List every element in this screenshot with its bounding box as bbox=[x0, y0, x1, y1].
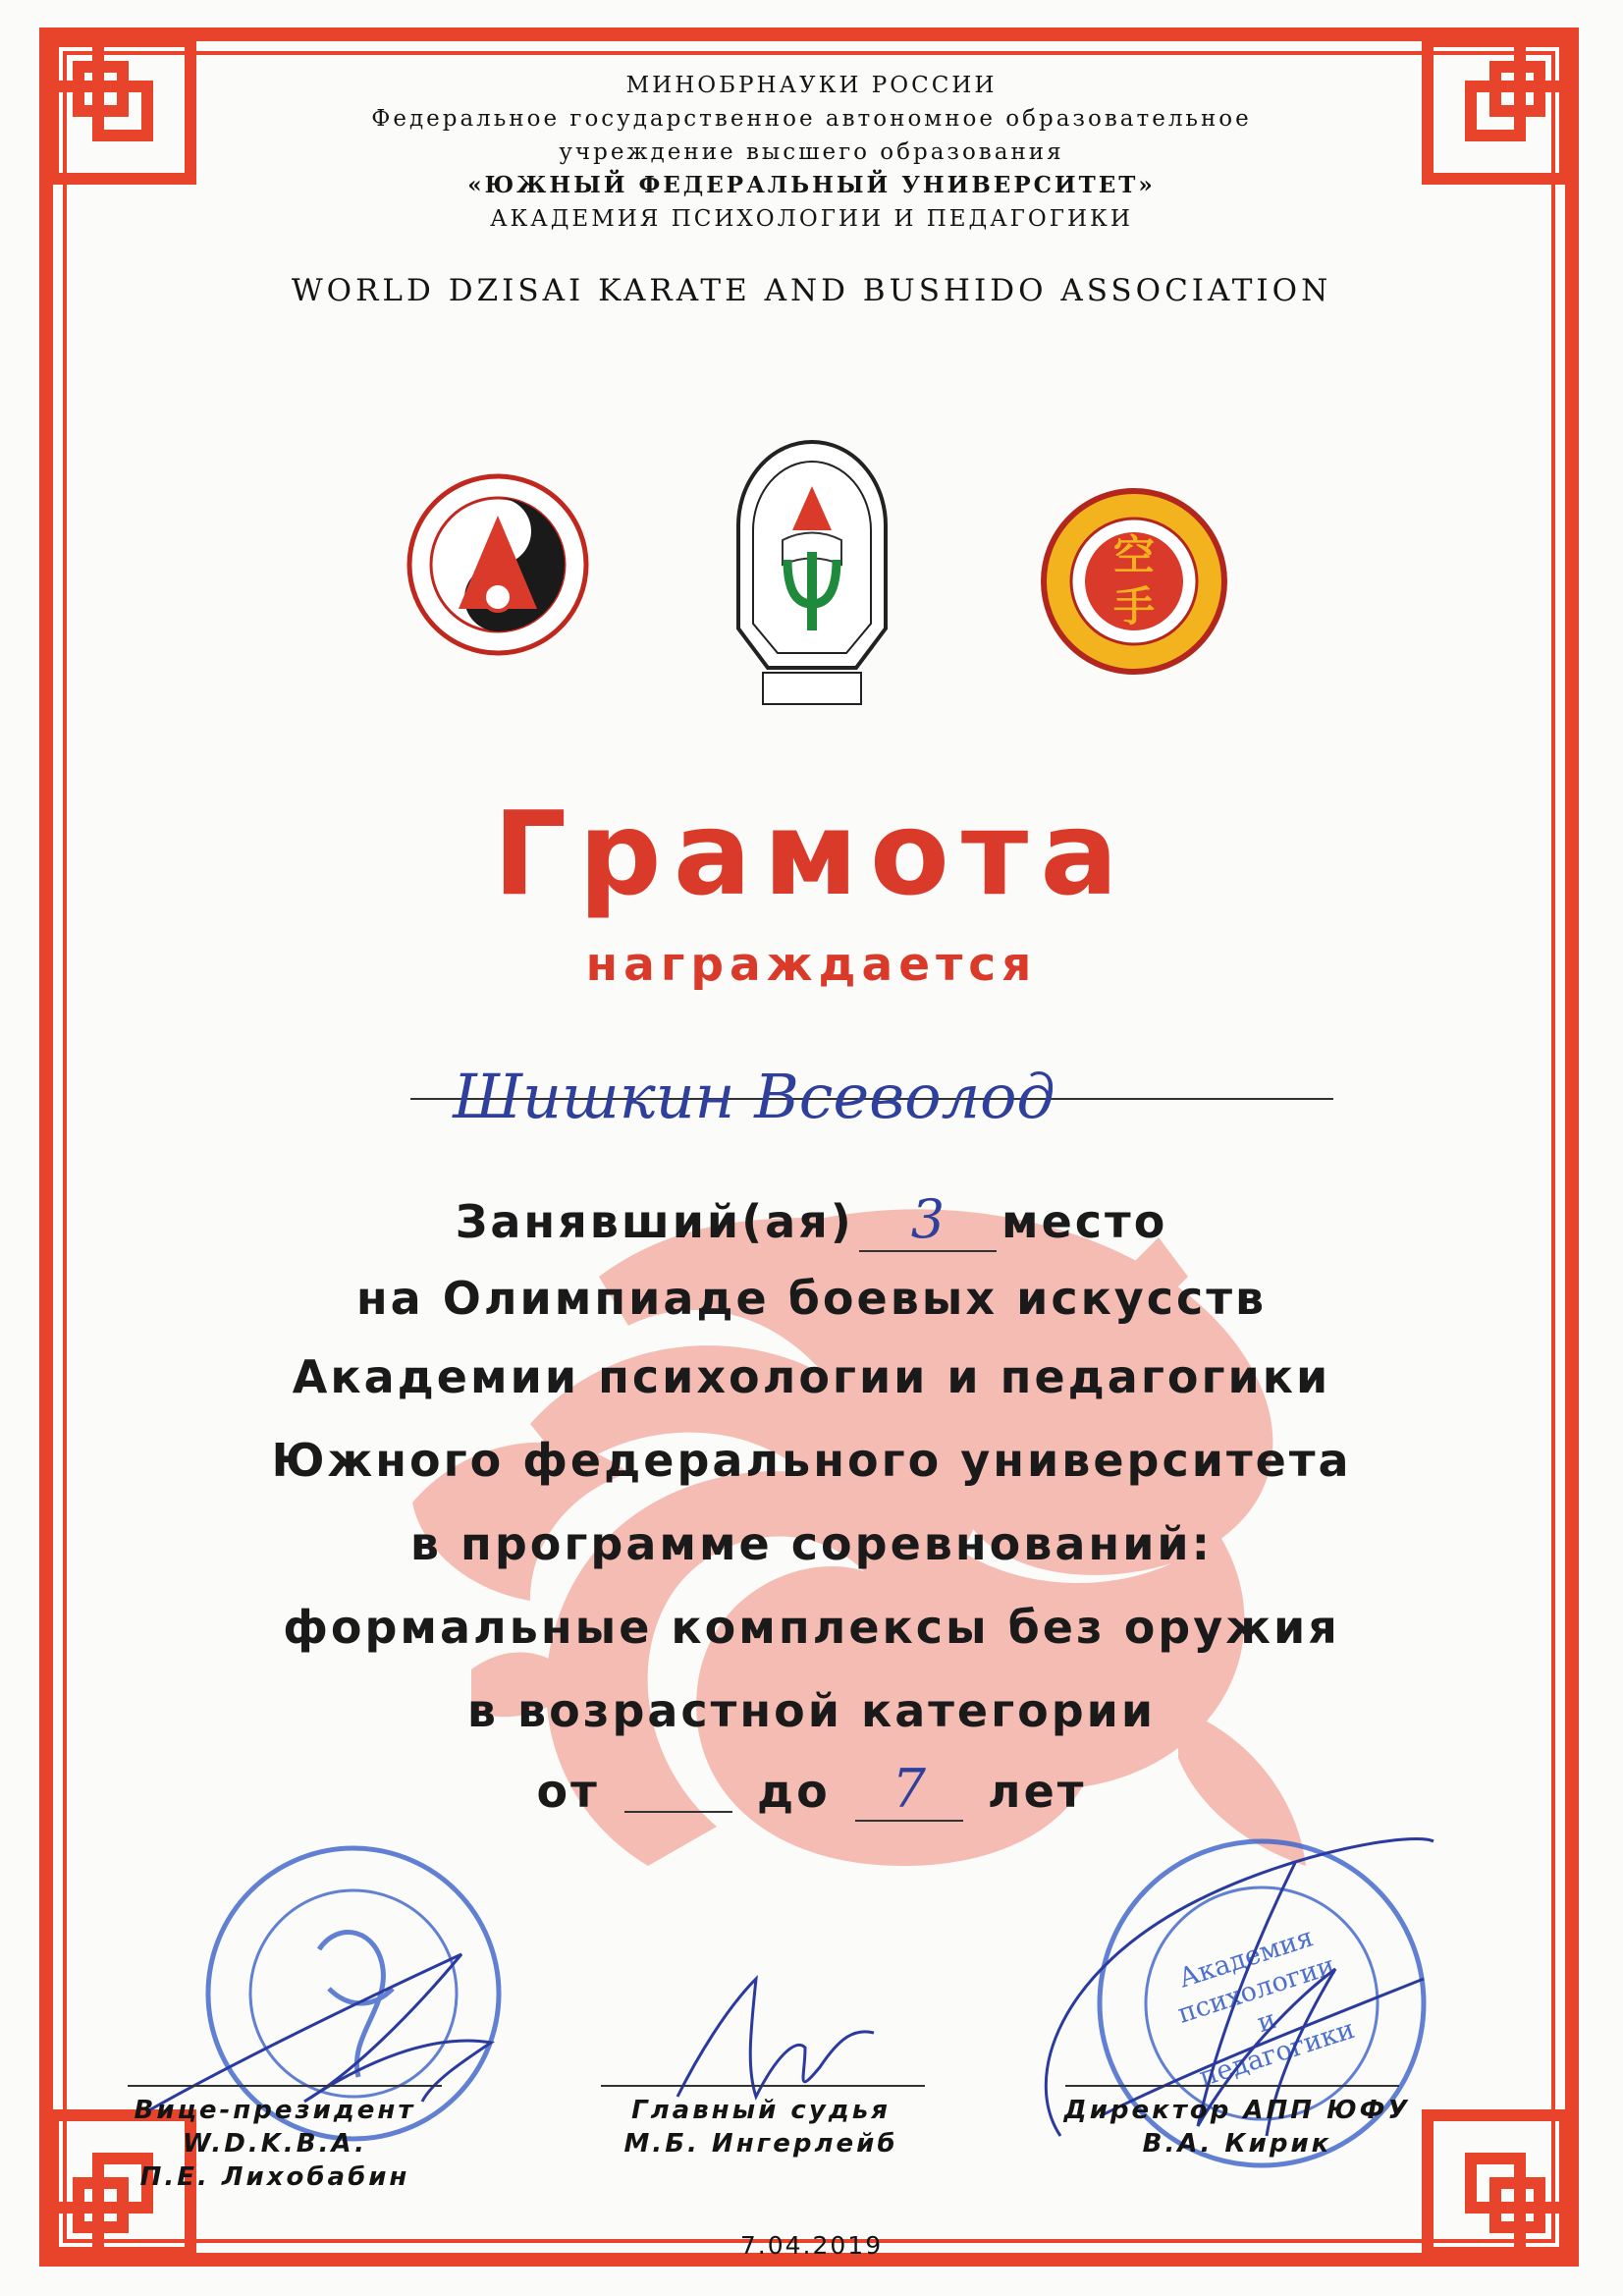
sfedu-psi-emblem-icon bbox=[729, 432, 895, 712]
academy-name: АКАДЕМИЯ ПСИХОЛОГИИ И ПЕДАГОГИКИ bbox=[490, 206, 1133, 232]
age-to-label: до bbox=[756, 1765, 831, 1818]
discipline-line: формальные комплексы без оружия bbox=[283, 1601, 1340, 1654]
institution-type-line: Федеральное государственное автономное образовательное bbox=[371, 106, 1252, 132]
martial-arts-olympiad-emblem-icon bbox=[405, 471, 591, 658]
age-suffix: лет bbox=[987, 1765, 1087, 1818]
signature-name: В.А. Кирик bbox=[1142, 2129, 1332, 2159]
vice-president-block bbox=[98, 2094, 452, 2194]
program-line: в программе соревнований: bbox=[409, 1517, 1214, 1570]
signature-title: Главный судья bbox=[631, 2096, 891, 2125]
issue-date: 7.04.2019 bbox=[739, 2231, 884, 2260]
recipient-name: Шишкин Всеволод bbox=[453, 1061, 1055, 1132]
age-category-line: в возрастной категории bbox=[466, 1684, 1157, 1737]
olympiad-emblem bbox=[405, 471, 591, 658]
signature-line-2 bbox=[601, 2085, 925, 2087]
director-block bbox=[1051, 2094, 1424, 2160]
signature-line-3 bbox=[1065, 2085, 1399, 2087]
academy-stamp-text: Академия психологии и педагогики bbox=[1173, 1922, 1359, 2094]
age-range-line bbox=[0, 1758, 1623, 1822]
awarded-subtitle: награждается bbox=[585, 938, 1038, 992]
ministry-line: МИНОБРНАУКИ РОССИИ bbox=[625, 73, 998, 98]
university-name: «ЮЖНЫЙ ФЕДЕРАЛЬНЫЙ УНИВЕРСИТЕТ» bbox=[467, 172, 1156, 198]
place-prefix: Занявший(ая) bbox=[455, 1195, 854, 1248]
sfedu-emblem bbox=[729, 432, 895, 712]
place-suffix: место bbox=[1001, 1195, 1168, 1248]
chief-judge-block bbox=[584, 2094, 938, 2160]
age-to-value: 7 bbox=[892, 1758, 926, 1820]
signature-line-1 bbox=[128, 2085, 442, 2087]
signature-title: Вице-президент bbox=[134, 2096, 416, 2125]
place-value: 3 bbox=[910, 1188, 946, 1250]
age-from-label: от bbox=[536, 1765, 600, 1818]
institution-level-line: учреждение высшего образования bbox=[559, 139, 1064, 165]
vice-president-signature bbox=[137, 1925, 560, 2121]
wdkba-emblem bbox=[1039, 486, 1230, 678]
signature-title: Директор АПП ЮФУ bbox=[1063, 2096, 1411, 2125]
signature-name: М.Б. Ингерлейб bbox=[623, 2129, 898, 2159]
place-line bbox=[0, 1188, 1623, 1252]
signature-org: W.D.K.B.A. bbox=[183, 2129, 367, 2159]
olympiad-line: на Олимпиаде боевых искусств bbox=[355, 1272, 1268, 1325]
wdkba-kanji: 空手 bbox=[1112, 531, 1155, 630]
academy-line: Академии психологии и педагогики bbox=[292, 1350, 1331, 1403]
university-line: Южного федерального университета bbox=[271, 1434, 1352, 1487]
association-name: WORLD DZISAI KARATE AND BUSHIDO ASSOCIATION bbox=[291, 273, 1332, 308]
certificate-title: Грамота bbox=[493, 786, 1130, 921]
signature-name: П.Е. Лихобабин bbox=[139, 2162, 410, 2192]
